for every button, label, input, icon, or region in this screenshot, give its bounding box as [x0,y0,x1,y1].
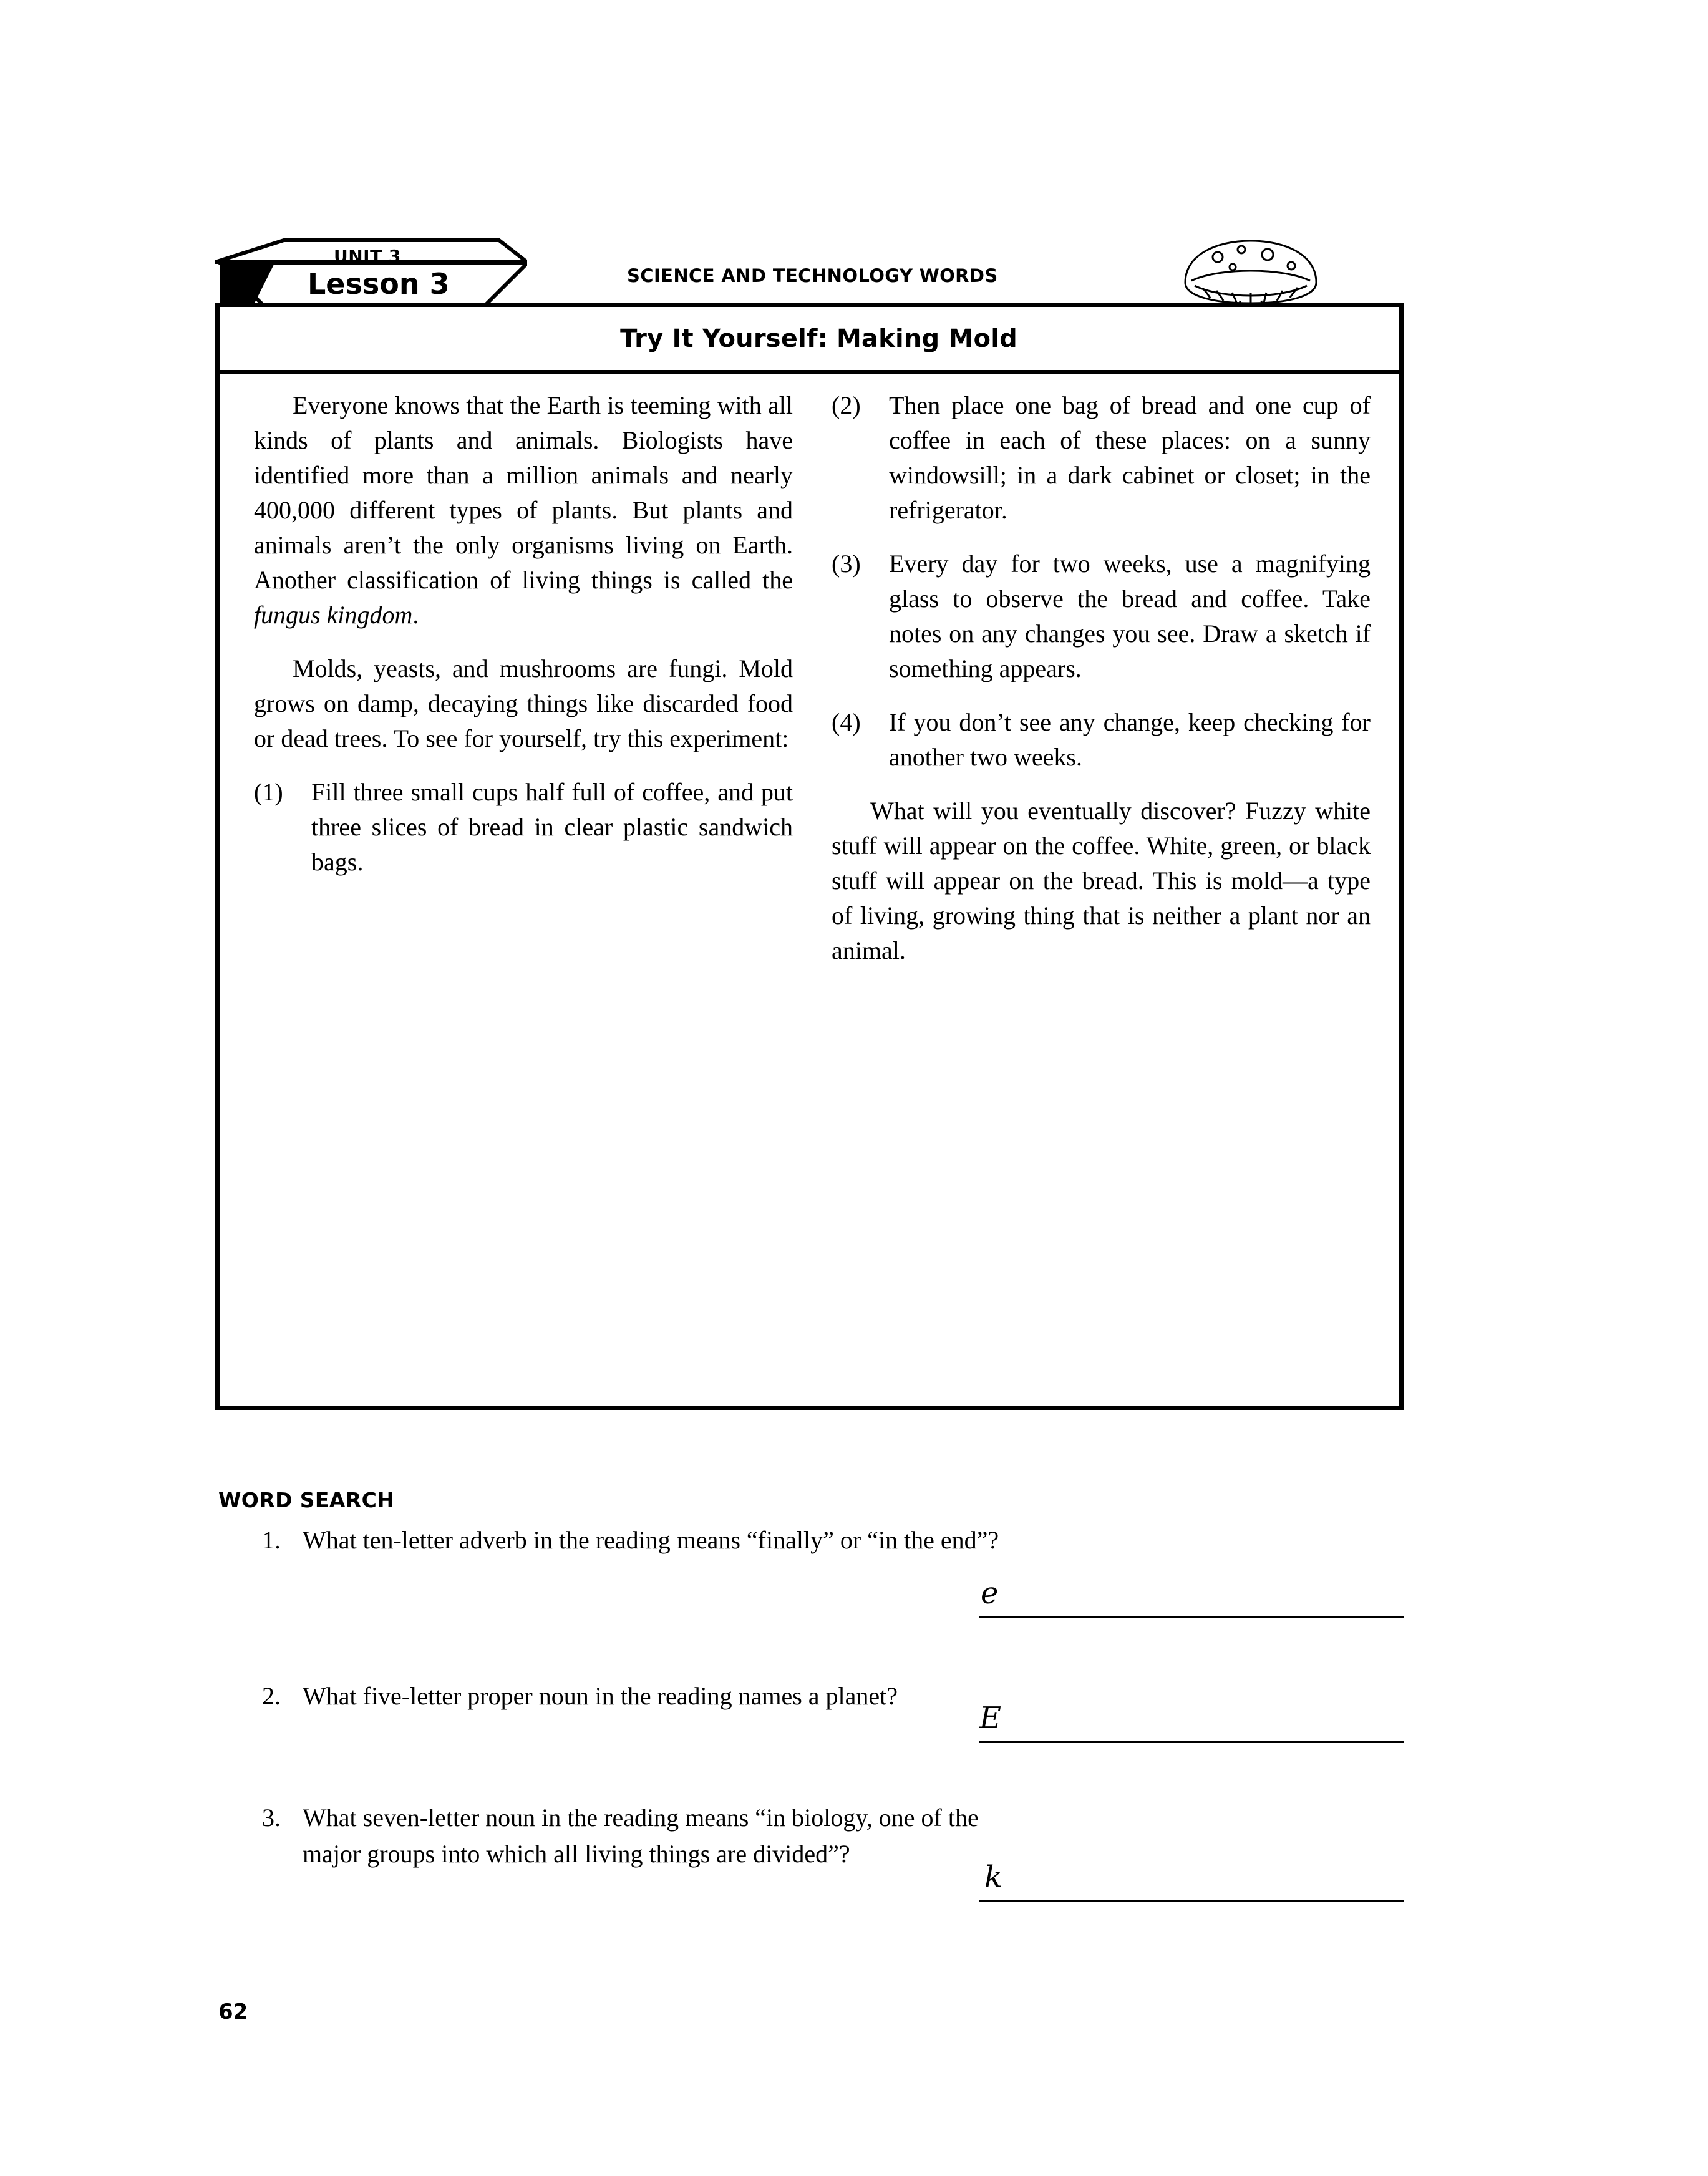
step-3 [832,546,1371,686]
question-1-text: What ten-letter adverb in the reading means “finally” or “in the end”? [303,1526,999,1554]
step-2-number: (2) [832,391,861,419]
paragraph-intro-text-b: . [412,601,419,629]
article-left-column [254,388,793,968]
question-2-text: What five-letter proper noun in the reading names a planet? [303,1682,898,1710]
question-2-answer-line[interactable] [979,1741,1404,1743]
question-1 [237,1522,1023,1558]
question-3-answer-start: k [984,1860,1003,1895]
paragraph-molds: Molds, yeasts, and mushrooms are fungi. Mold grows on damp, decaying things like discarded food or dead trees. To see for yourself, try this experiment: [254,654,793,752]
paragraph-intro [254,388,793,633]
question-1-answer-start: e [981,1576,999,1611]
term-fungus-kingdom: fungus kingdom [254,601,413,629]
article-title: Try It Yourself: Making Mold [620,324,1017,353]
question-1-answer-line[interactable] [979,1616,1404,1618]
section-kicker: SCIENCE AND TECHNOLOGY WORDS [627,265,998,286]
word-search-heading: WORD SEARCH [218,1488,395,1512]
question-3-text: What seven-letter noun in the reading means “in biology, one of the major groups into which all living things are divided”? [303,1804,979,1868]
unit-label: UNIT 3 [334,246,401,266]
question-2-number: 2. [262,1682,281,1710]
step-3-text: Every day for two weeks, use a magnifying glass to observe the bread and coffee. Take notes on any changes you see. Draw a sketch if something appears. [889,550,1371,682]
question-1-number: 1. [262,1526,281,1554]
step-1-text: Fill three small cups half full of coffee, and put three slices of bread in clear plastic sandwich bags. [311,778,793,876]
step-1 [254,775,793,880]
step-2 [832,388,1371,528]
step-4-text: If you don’t see any change, keep checking for another two weeks. [889,708,1371,771]
article-box [215,303,1404,1410]
step-3-number: (3) [832,550,861,578]
question-2 [237,1678,1023,1714]
question-2-answer-start: E [979,1701,1002,1736]
step-4-number: (4) [832,708,861,736]
paragraph-intro-text-a: Everyone knows that the Earth is teeming with all kinds of plants and animals. Biologists have identified more than a million animals and nearly 400,000 different types of plants. But plants and animals aren’t the only organisms living on Earth. Another classification of living things is called the [254,391,793,594]
step-2-text: Then place one bag of bread and one cup of coffee in each of these places: on a sunny windowsill; in a dark cabinet or closet; in the refrigerator. [889,391,1371,524]
page-number: 62 [218,1999,248,2024]
question-3-answer-line[interactable] [979,1900,1404,1902]
step-4 [832,705,1371,775]
paragraph-conclusion: What will you eventually discover? Fuzzy white stuff will appear on the coffee. White, green, or black stuff will appear on the bread. This is mold—a type of living, growing thing that is neither a plant nor an animal. [832,797,1371,964]
article-columns [254,388,1371,968]
question-3-number: 3. [262,1804,281,1832]
lesson-tab [215,237,527,309]
article-title-bar [220,307,1399,374]
article-right-column [832,388,1371,968]
lesson-label: Lesson 3 [308,267,450,301]
question-3 [237,1800,1023,1872]
step-1-number: (1) [254,778,283,806]
